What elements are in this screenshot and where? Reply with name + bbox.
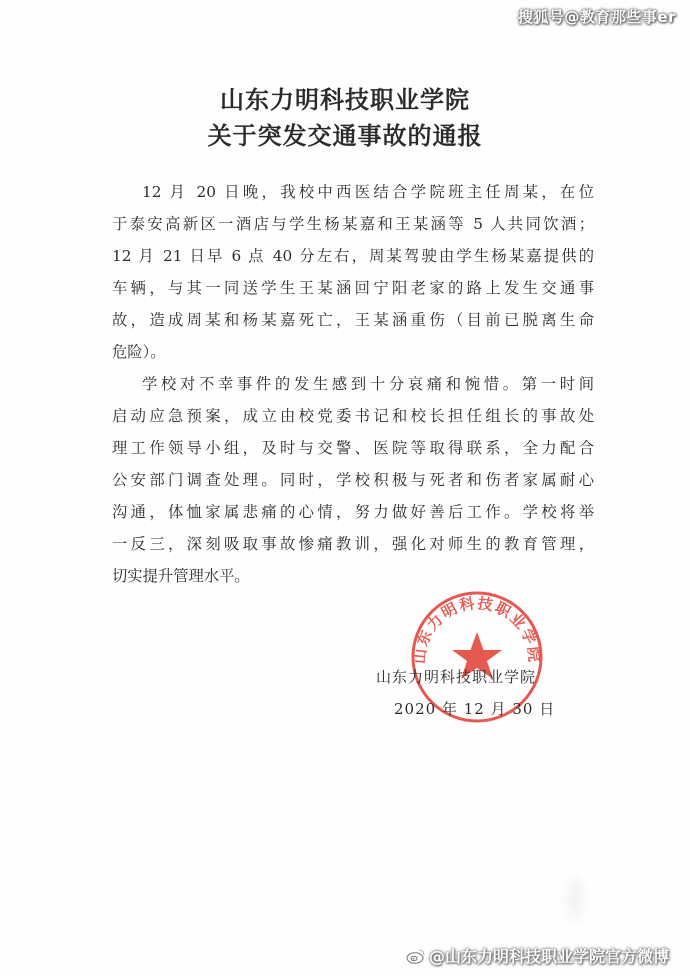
signature-date: 2020 年 12 月 30 日 [394, 700, 556, 718]
signature-organization: 山东力明科技职业学院 [376, 668, 537, 686]
paragraph-2-line: 沟通，体恤家属悲痛的心情，努力做好善后工作。学校将举 [112, 503, 594, 521]
paragraph-2-line: 启动应急预案，成立由校党委书记和校长担任组长的事故处 [112, 407, 594, 425]
paragraph-1-line: 12 月 21 日早 6 点 40 分左右，周某驾驶由学生杨某嘉提供的 [112, 247, 594, 265]
paragraph-2-line: 切实提升管理水平。 [112, 567, 250, 585]
paragraph-1-line: 车辆，与其一同送学生王某涵回宁阳老家的路上发生交通事 [112, 279, 594, 297]
paragraph-1-line: 危险）。 [112, 343, 166, 361]
paragraph-1-line: 故，造成周某和杨某嘉死亡，王某涵重伤（目前已脱离生命 [112, 311, 594, 329]
paragraph-1-line: 12 月 20 日晚，我校中西医结合学院班主任周某，在位 [142, 183, 594, 201]
document-title-line-2: 关于突发交通事故的通报 [207, 122, 483, 150]
weibo-watermark-text: @山东力明科技职业学院官方微博 [429, 947, 670, 966]
weibo-icon [406, 948, 426, 964]
paragraph-2-line: 学校对不幸事件的发生感到十分哀痛和惋惜。第一时间 [142, 375, 594, 393]
weibo-watermark [406, 944, 669, 967]
paragraph-2-line: 理工作领导小组，及时与交警、医院等取得联系，全力配合 [112, 439, 594, 457]
scan-smudge [560, 868, 590, 930]
document-title-line-1: 山东力明科技职业学院 [220, 86, 470, 114]
paragraph-2-line: 一反三，深刻吸取事故惨痛教训，强化对师生的教育管理， [112, 535, 594, 553]
paragraph-2-line: 公安部门调查处理。同时，学校积极与死者和伤者家属耐心 [112, 471, 594, 489]
sohu-watermark: 搜狐号@教育那些事er [517, 8, 676, 26]
seal-text: 山东力明科技职业学院 [410, 594, 544, 665]
paragraph-1-line: 于泰安高新区一酒店与学生杨某嘉和王某涵等 5 人共同饮酒； [112, 215, 594, 233]
